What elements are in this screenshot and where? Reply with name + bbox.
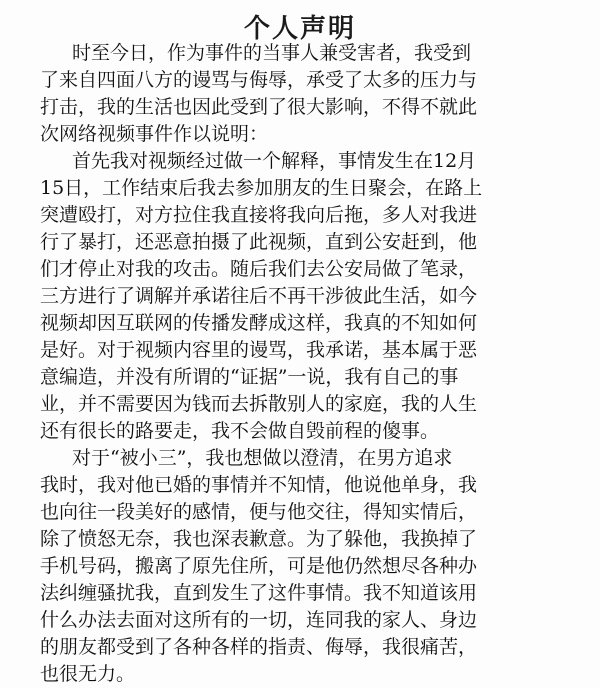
- text-line: 除了愤怒无奈，我也深表歉意。为了躲他，我换掉了: [40, 528, 478, 550]
- text-line: 意编造，并没有所谓的“证据”一说，我有自己的事: [40, 366, 459, 388]
- text-line: 还有很长的路要走，我不会做自毁前程的傻事。: [40, 420, 440, 442]
- text-line: 了来自四面八方的谩骂与侮辱，承受了太多的压力与: [40, 69, 478, 91]
- text-line: 打击，我的生活也因此受到了很大影响，不得不就此: [40, 96, 478, 118]
- text-line: 首先我对视频经过做一个解释，事情发生在12月: [72, 150, 477, 172]
- text-line: 三方进行了调解并承诺往后不再干涉彼此生活，如今: [40, 285, 478, 307]
- text-line: 对于“被小三”，我也想做以澄清，在男方追求: [72, 447, 453, 469]
- text-line: 们才停止对我的攻击。随后我们去公安局做了笔录，: [40, 258, 478, 280]
- text-line: 时至今日，作为事件的当事人兼受害者，我受到: [72, 42, 472, 64]
- text-line: 什么办法去面对这所有的一切，连同我的家人、身边: [40, 609, 478, 631]
- text-line: 业，并不需要因为钱而去拆散别人的家庭，我的人生: [40, 393, 478, 415]
- text-line: 我时，我对他已婚的事情并不知情，他说他单身，我: [40, 474, 478, 496]
- text-line: 的朋友都受到了各种各样的指责、侮辱，我很痛苦，: [40, 636, 478, 658]
- text-line: 也很无力。: [40, 663, 136, 685]
- text-line: 视频却因互联网的传播发酵成这样，我真的不知如何: [40, 312, 478, 334]
- text-line: 法纠缠骚扰我，直到发生了这件事情。我不知道该用: [40, 582, 478, 604]
- text-line: 也向往一段美好的感情，便与他交往，得知实情后，: [40, 501, 478, 523]
- text-line: 手机号码，搬离了原先住所，可是他仍然想尽各种办: [40, 555, 478, 577]
- text-line: 15日，工作结束后我去参加朋友的生日聚会，在路上: [40, 177, 483, 199]
- text-line: 是好。对于视频内容里的谩骂，我承诺，基本属于恶: [40, 339, 478, 361]
- text-line: 次网络视频事件作以说明：: [40, 123, 269, 145]
- text-line: 行了暴打，还恶意拍摄了此视频，直到公安赶到，他: [40, 231, 478, 253]
- page-title: 个人声明: [243, 14, 356, 44]
- text-line: 突遭殴打，对方拉住我直接将我向后拖，多人对我进: [40, 204, 478, 226]
